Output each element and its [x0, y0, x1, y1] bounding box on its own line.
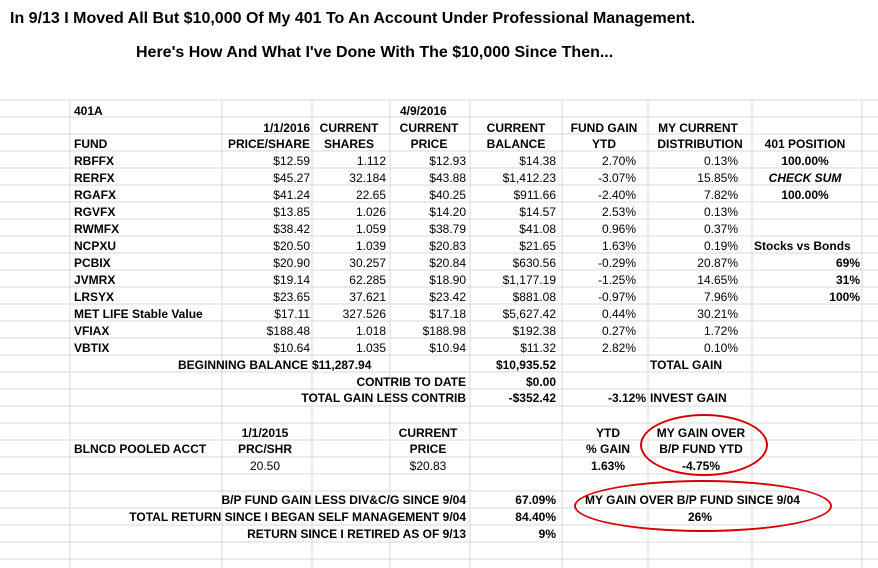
- table-cell-price: $40.25: [429, 188, 466, 202]
- table-cell-price-share: $20.90: [273, 256, 310, 270]
- table-cell-dist: 15.85%: [697, 171, 738, 185]
- table-cell-fund: JVMRX: [74, 273, 116, 287]
- table-cell-fund: RWMFX: [74, 222, 120, 236]
- pooled-start-price: 20.50: [249, 459, 281, 473]
- table-cell-balance: $911.66: [513, 188, 556, 202]
- table-cell-dist: 0.13%: [703, 205, 738, 219]
- table-cell-price: $10.94: [429, 341, 466, 355]
- page-title: In 9/13 I Moved All But $10,000 Of My 401 To An Account Under Professional Management.: [10, 10, 696, 27]
- table-cell-price: $18.90: [429, 273, 466, 287]
- my-gain-since-value: 26%: [687, 510, 713, 524]
- table-cell-price-share: $23.65: [273, 290, 310, 304]
- header-my-current: MY CURRENT: [658, 121, 738, 135]
- header-price: PRICE: [410, 137, 448, 151]
- table-cell-price-share: $38.42: [273, 222, 310, 236]
- table-cell-balance: $5,627.42: [502, 307, 556, 321]
- table-cell-price: $20.84: [429, 256, 466, 270]
- pooled-pct-gain-label: % GAIN: [585, 442, 630, 456]
- header-date2: 4/9/2016: [400, 104, 447, 118]
- since-904-highlight-circle: [574, 480, 832, 532]
- bp-fund-ytd-label: B/P FUND YTD: [659, 442, 743, 456]
- current-total-balance: $10,935.52: [495, 358, 556, 372]
- table-cell-dist: 30.21%: [697, 307, 738, 321]
- table-cell-price-share: $12.59: [273, 154, 310, 168]
- table-cell-price: $20.83: [429, 239, 466, 253]
- table-cell-price: $12.93: [429, 154, 466, 168]
- table-cell-fund: VBTIX: [74, 341, 110, 355]
- table-cell-price-share: $20.50: [273, 239, 310, 253]
- table-cell-price-share: $19.14: [273, 273, 310, 287]
- table-cell-fund: NCPXU: [74, 239, 117, 253]
- table-cell-fund: RERFX: [74, 171, 115, 185]
- table-cell-ytd: -2.40%: [597, 188, 636, 202]
- table-cell-price: $14.20: [429, 205, 466, 219]
- table-cell-price-share: $45.27: [273, 171, 310, 185]
- table-cell-price: $188.98: [422, 324, 466, 338]
- page-subtitle: Here's How And What I've Done With The $10,000 Since Then...: [136, 44, 614, 61]
- table-cell-balance: $11.32: [520, 341, 556, 355]
- table-cell-ytd: 0.27%: [601, 324, 636, 338]
- header-position: 401 POSITION: [764, 137, 846, 151]
- beginning-balance-label: BEGINNING BALANCE: [177, 358, 308, 372]
- table-cell-fund: LRSYX: [74, 290, 115, 304]
- total-gain-label: TOTAL GAIN: [650, 358, 722, 372]
- header-ytd: YTD: [592, 137, 616, 151]
- stocks-vs-bonds-label: Stocks vs Bonds: [754, 239, 851, 253]
- table-cell-fund: PCBIX: [74, 256, 111, 270]
- gain-over-highlight-circle: [640, 414, 768, 476]
- table-cell-shares: 1.039: [355, 239, 386, 253]
- table-cell-ytd: -0.29%: [597, 256, 636, 270]
- table-cell-balance: $192.38: [512, 324, 556, 338]
- table-cell-ytd: -0.97%: [597, 290, 636, 304]
- stocks-pct: 69%: [835, 256, 860, 270]
- beginning-balance-value: $11,287.94: [312, 358, 372, 372]
- table-cell-dist: 0.19%: [703, 239, 738, 253]
- header-current1: CURRENT: [319, 121, 379, 135]
- table-cell-balance: $1,177.19: [502, 273, 556, 287]
- my-gain-since-label: MY GAIN OVER B/P FUND SINCE 9/04: [585, 493, 800, 507]
- total-pct: 100%: [829, 290, 860, 304]
- check-sum-label: CHECK SUM: [768, 171, 842, 185]
- table-cell-fund: RGAFX: [74, 188, 116, 202]
- contrib-label: CONTRIB TO DATE: [356, 375, 466, 389]
- table-cell-price: $23.42: [429, 290, 466, 304]
- table-cell-shares: 1.059: [355, 222, 386, 236]
- table-cell-ytd: 2.53%: [601, 205, 636, 219]
- table-cell-dist: 0.37%: [703, 222, 738, 236]
- table-cell-price-share: $41.24: [273, 188, 310, 202]
- table-cell-ytd: 2.70%: [601, 154, 636, 168]
- table-cell-shares: 37.621: [349, 290, 386, 304]
- pooled-price-label: PRICE: [409, 442, 447, 456]
- table-cell-shares: 1.026: [355, 205, 386, 219]
- header-date1: 1/1/2016: [263, 121, 310, 135]
- pooled-current-label: CURRENT: [398, 426, 458, 440]
- table-cell-price: $43.88: [429, 171, 466, 185]
- bonds-pct: 31%: [835, 273, 860, 287]
- contrib-value: $0.00: [525, 375, 556, 389]
- table-cell-dist: 7.82%: [703, 188, 738, 202]
- table-cell-price: $17.18: [429, 307, 466, 321]
- table-cell-balance: $881.08: [512, 290, 556, 304]
- table-cell-fund: RGVFX: [74, 205, 116, 219]
- table-cell-balance: $14.38: [519, 154, 556, 168]
- table-cell-price: $38.79: [429, 222, 466, 236]
- table-cell-ytd: -1.25%: [597, 273, 636, 287]
- section-label: 401A: [74, 104, 103, 118]
- table-cell-ytd: 1.63%: [601, 239, 636, 253]
- pooled-ytd-label: YTD: [596, 426, 620, 440]
- table-cell-dist: 0.10%: [703, 341, 738, 355]
- table-cell-price-share: $13.85: [273, 205, 310, 219]
- header-price-share: PRICE/SHARE: [227, 137, 310, 151]
- position-value: 100.00%: [781, 154, 829, 168]
- table-cell-fund: MET LIFE Stable Value: [74, 307, 203, 321]
- table-cell-dist: 1.72%: [703, 324, 738, 338]
- bp-gain-label: B/P FUND GAIN LESS DIV&C/G SINCE 9/04: [221, 493, 466, 507]
- gain-over-value: -4.75%: [681, 459, 721, 473]
- table-cell-shares: 1.035: [355, 341, 386, 355]
- header-shares: SHARES: [323, 137, 374, 151]
- table-cell-price-share: $10.64: [273, 341, 310, 355]
- header-fund: FUND: [74, 137, 108, 151]
- check-sum-value: 100.00%: [781, 188, 829, 202]
- pooled-date: 1/1/2015: [241, 426, 289, 440]
- table-cell-shares: 1.018: [355, 324, 386, 338]
- table-cell-dist: 0.13%: [703, 154, 738, 168]
- gain-less-contrib-label: TOTAL GAIN LESS CONTRIB: [301, 391, 466, 405]
- header-distribution: DISTRIBUTION: [657, 137, 743, 151]
- table-cell-balance: $1,412.23: [502, 171, 556, 185]
- retired-return-value: 9%: [538, 527, 556, 541]
- table-cell-ytd: 0.44%: [601, 307, 636, 321]
- total-return-value: 84.40%: [515, 510, 556, 524]
- pooled-ytd-value: 1.63%: [590, 459, 626, 473]
- table-cell-shares: 327.526: [342, 307, 386, 321]
- table-cell-dist: 7.96%: [703, 290, 738, 304]
- my-gain-over-label: MY GAIN OVER: [656, 426, 746, 440]
- pooled-current-price: $20.83: [409, 459, 447, 473]
- table-cell-shares: 22.65: [355, 188, 386, 202]
- table-cell-shares: 30.257: [349, 256, 386, 270]
- gain-less-contrib-value: -$352.42: [508, 391, 556, 405]
- table-cell-ytd: -3.07%: [597, 171, 636, 185]
- header-balance: BALANCE: [486, 137, 546, 151]
- header-fund-gain: FUND GAIN: [570, 121, 638, 135]
- table-cell-balance: $14.57: [519, 205, 556, 219]
- retired-return-label: RETURN SINCE I RETIRED AS OF 9/13: [247, 527, 466, 541]
- table-cell-balance: $21.65: [519, 239, 556, 253]
- table-cell-ytd: 0.96%: [601, 222, 636, 236]
- table-cell-price-share: $17.11: [274, 307, 310, 321]
- table-cell-shares: 1.112: [356, 154, 386, 168]
- table-cell-fund: VFIAX: [74, 324, 110, 338]
- table-cell-dist: 20.87%: [697, 256, 738, 270]
- table-cell-balance: $41.08: [519, 222, 556, 236]
- table-cell-fund: RBFFX: [74, 154, 114, 168]
- invest-gain-pct: -3.12%: [607, 391, 646, 405]
- table-cell-shares: 32.184: [349, 171, 386, 185]
- table-cell-balance: $630.56: [512, 256, 556, 270]
- table-cell-ytd: 2.82%: [601, 341, 636, 355]
- header-current3: CURRENT: [486, 121, 546, 135]
- table-cell-price-share: $188.48: [266, 324, 310, 338]
- total-return-label: TOTAL RETURN SINCE I BEGAN SELF MANAGEMENT 9/04: [129, 510, 466, 524]
- header-current2: CURRENT: [399, 121, 459, 135]
- pooled-account-name: BLNCD POOLED ACCT: [74, 442, 207, 456]
- table-cell-dist: 14.65%: [697, 273, 738, 287]
- bp-gain-value: 67.09%: [515, 493, 556, 507]
- invest-gain-label: INVEST GAIN: [650, 391, 727, 405]
- pooled-prc-shr-label: PRC/SHR: [237, 442, 292, 456]
- table-cell-shares: 62.285: [349, 273, 386, 287]
